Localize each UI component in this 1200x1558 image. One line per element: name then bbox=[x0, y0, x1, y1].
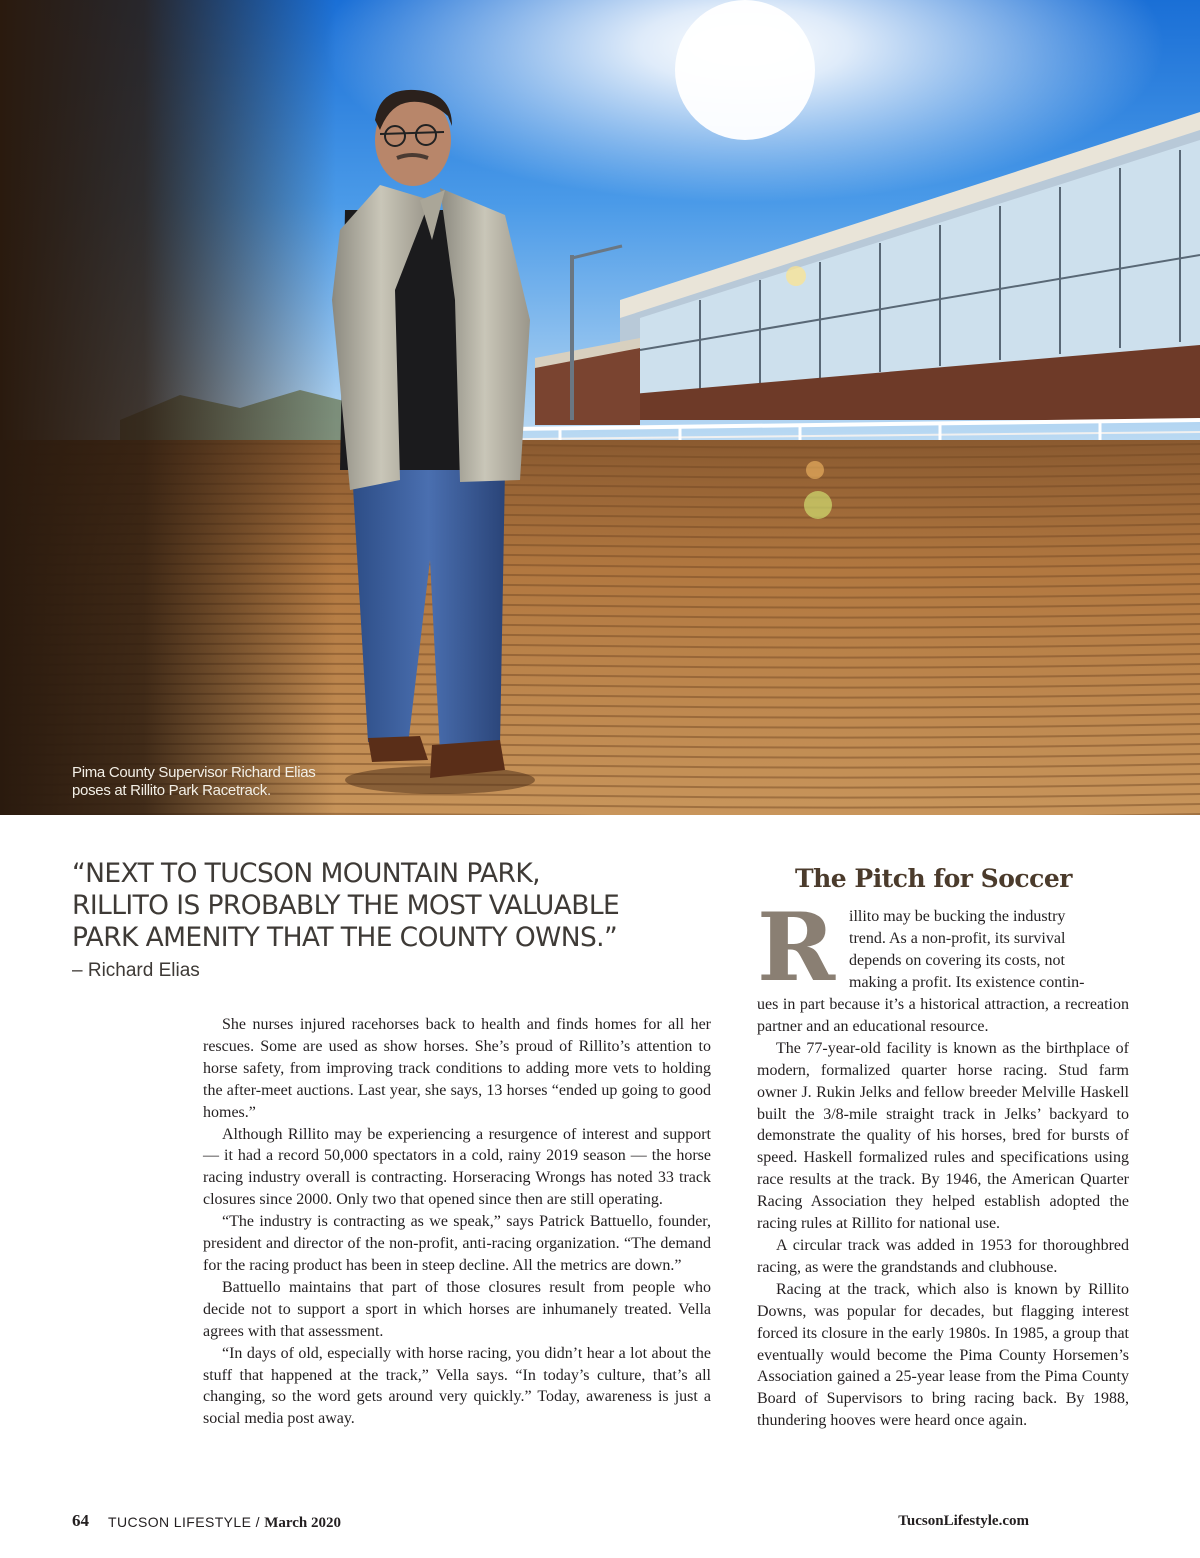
caption-line-1: Pima County Supervisor Richard Elias bbox=[72, 764, 316, 781]
sidebar-paragraph: A circular track was added in 1953 for thoroughbred racing, as were the grandstands and clubhouse. bbox=[757, 1236, 1129, 1276]
lead-line-1: illito may be bucking the industry bbox=[849, 908, 1066, 925]
main-article-column bbox=[203, 1014, 711, 1430]
pull-quote-attribution: – Richard Elias bbox=[72, 960, 200, 981]
sidebar-paragraph: Racing at the track, which also is known by Rillito Downs, was popular for decades, but flagging interest forced its closure in the early 1980s. In 1985, a group that eventually would become the Pima County Horsemen’s Association gained a 25-year lease from the Pima County Board of Supervisors to bring racing back. By 1988, thundering hooves were heard once again. bbox=[757, 1280, 1129, 1430]
caption-line-2: poses at Rillito Park Racetrack. bbox=[72, 782, 271, 799]
pull-quote-line-3: PARK AMENITY THAT THE COUNTY OWNS.” bbox=[72, 922, 618, 953]
pull-quote-line-1: “NEXT TO TUCSON MOUNTAIN PARK, bbox=[72, 858, 540, 889]
lead-line-4: making a profit. Its existence contin- bbox=[849, 974, 1085, 991]
page-number: 64 bbox=[72, 1511, 89, 1530]
drop-cap: R bbox=[757, 893, 836, 1003]
article-paragraph: Although Rillito may be experiencing a resurgence of interest and support — it had a record 50,000 spectators in a cold, rainy 2019 season — the horse racing industry overall is contracting. Horseracing Wrongs has noted 33 track closures since 2000. Only two that opened since then are still operating. bbox=[203, 1125, 711, 1209]
sidebar-paragraph: ues in part because it’s a historical attraction, a recreation partner and an educational resource. bbox=[757, 996, 1129, 1035]
article-paragraph: “In days of old, especially with horse racing, you didn’t hear a lot about the stuff that happened at the track,” Vella says. “In today’s culture, that’s all changing, so the word gets around very quickly.” Today, awareness is just a social media post away. bbox=[203, 1344, 711, 1428]
sidebar-paragraph: The 77-year-old facility is known as the birthplace of modern, formalized quarter horse racing. Stud farm owner J. Rukin Jelks and fellow breeder Melville Haskell built the 3/8-mile straight track in Jelks’ backyard to demonstrate the quality of his horses, bred for bursts of speed. Haskell formalized rules and specifications using race results at the track. By 1946, the American Quarter Racing Association they helped establish adopted the racing rules at Rillito for national use. bbox=[757, 1039, 1129, 1233]
issue-date: March 2020 bbox=[264, 1515, 341, 1531]
article-paragraph: “The industry is contracting as we speak,” says Patrick Battuello, founder, president and director of the non-profit, anti-racing organization. “The demand for the racing product has been in steep decline. All the metrics are down.” bbox=[203, 1213, 711, 1274]
pull-quote-line-2: RILLITO IS PROBABLY THE MOST VALUABLE bbox=[72, 890, 620, 921]
lead-line-3: depends on covering its costs, not bbox=[849, 952, 1065, 969]
sidebar-column bbox=[757, 994, 1129, 1432]
magazine-name bbox=[108, 1514, 341, 1532]
photo-caption bbox=[72, 764, 372, 800]
article-paragraph: Battuello maintains that part of those closures result from people who decide not to support a sport in which horses are inhumanely treated. Vella agrees with that assessment. bbox=[203, 1278, 711, 1340]
pull-quote bbox=[72, 858, 712, 954]
magazine-title: TUCSON LIFESTYLE / bbox=[108, 1514, 260, 1530]
lead-line-2: trend. As a non-profit, its survival bbox=[849, 930, 1066, 947]
article-paragraph: She nurses injured racehorses back to health and finds homes for all her rescues. Some are used as show horses. She’s proud of Rillito’s attention to horse safety, from improving track conditions to adding more vets to holding the after-meet auctions. Last year, she says, 13 horses “ended up going to good homes.” bbox=[203, 1016, 711, 1121]
website-link[interactable]: TucsonLifestyle.com bbox=[898, 1513, 1029, 1529]
sidebar-title: The Pitch for Soccer bbox=[795, 864, 1072, 893]
